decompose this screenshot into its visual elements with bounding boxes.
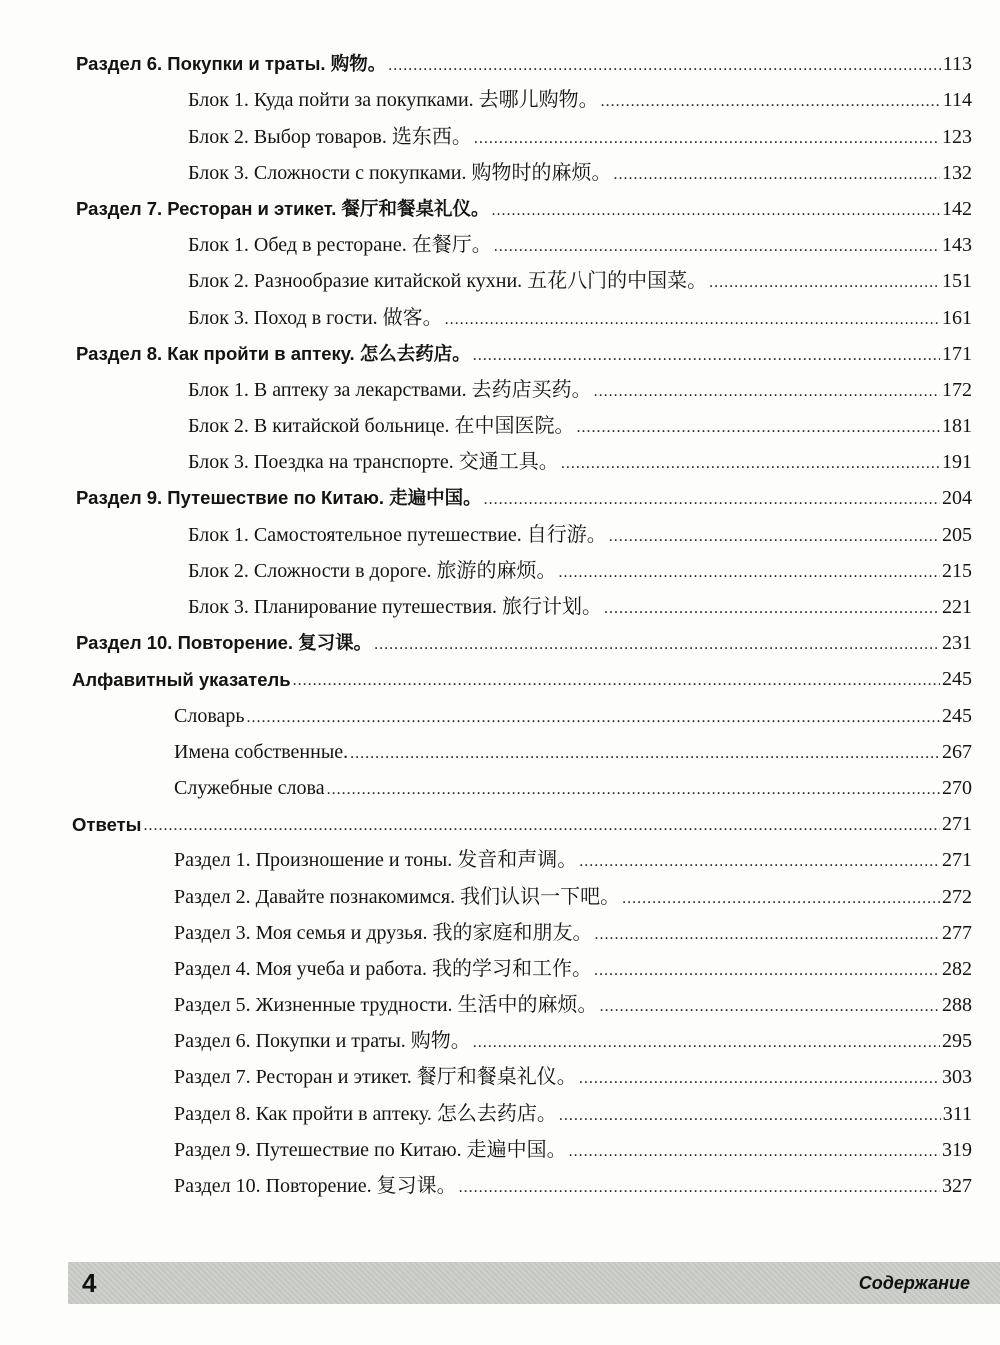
dot-leader [388,58,941,76]
dot-leader [569,1144,940,1162]
dot-leader [579,1071,940,1089]
toc-entry-page: 245 [942,668,972,691]
toc-entry-title: Словарь [174,704,245,727]
dot-leader [595,927,941,945]
toc-entry-page: 245 [942,704,972,727]
toc-entry-page: 271 [942,849,972,872]
dot-leader [491,203,940,221]
toc-entry-title: Алфавитный указатель [72,669,291,691]
toc-entry-title: Раздел 6. Покупки и траты. 购物。 [76,53,387,75]
dot-leader [609,529,940,547]
toc-entry-page: 191 [942,451,972,474]
dot-leader [594,963,940,981]
toc-entry[interactable] [0,189,1000,225]
toc-entry[interactable] [0,153,1000,189]
toc-entry-title: Служебные слова [174,776,325,799]
toc-entry[interactable] [0,261,1000,297]
toc-entry-title: Раздел 3. Моя семья и друзья. 我的家庭和朋友。 [174,921,593,944]
toc-entry-title: Блок 1. В аптеку за лекарствами. 去药店买药。 [188,378,592,401]
toc-entry[interactable] [0,695,1000,731]
toc-entry[interactable] [0,659,1000,695]
toc-entry[interactable] [0,1130,1000,1166]
toc-entry[interactable] [0,804,1000,840]
dot-leader [350,746,940,764]
toc-entry-title: Блок 3. Сложности с покупками. 购物时的麻烦。 [188,161,612,184]
dot-leader [473,1035,940,1053]
toc-entry[interactable] [0,949,1000,985]
toc-entry[interactable] [0,1021,1000,1057]
toc-entry[interactable] [0,442,1000,478]
toc-entry-title: Блок 1. Куда пойти за покупками. 去哪儿购物。 [188,89,599,112]
toc-entry[interactable] [0,80,1000,116]
toc-entry-title: Блок 3. Поездка на транспорте. 交通工具。 [188,451,559,474]
toc-entry-page: 143 [942,234,972,257]
dot-leader [579,854,940,872]
toc-entry-title: Блок 2. Выбор товаров. 选东西。 [188,125,472,148]
page-footer [68,1262,1000,1304]
toc-entry-page: 282 [942,957,972,980]
table-of-contents [0,44,1000,1202]
dot-leader [327,782,940,800]
toc-entry[interactable] [0,334,1000,370]
toc-entry[interactable] [0,225,1000,261]
toc-entry-title: Ответы [72,814,142,836]
toc-entry-title: Раздел 2. Давайте познакомимся. 我们认识一下吧。 [174,885,621,908]
toc-entry-title: Раздел 8. Как пройти в аптеку. 怎么去药店。 [174,1102,557,1125]
toc-entry-title: Раздел 9. Путешествие по Китаю. 走遍中国。 [174,1138,567,1161]
toc-entry-page: 161 [942,306,972,329]
toc-entry-page: 151 [942,270,972,293]
dot-leader [600,999,940,1017]
toc-entry[interactable] [0,913,1000,949]
toc-entry[interactable] [0,985,1000,1021]
toc-entry-title: Раздел 9. Путешествие по Китаю. 走遍中国。 [76,487,482,509]
toc-entry-title: Раздел 7. Ресторан и этикет. 餐厅和餐桌礼仪。 [174,1066,577,1089]
toc-entry-page: 142 [942,197,972,220]
toc-entry[interactable] [0,514,1000,550]
toc-entry-page: 215 [942,559,972,582]
toc-entry[interactable] [0,623,1000,659]
dot-leader [473,348,940,366]
toc-entry-page: 327 [942,1175,972,1197]
toc-entry-page: 205 [942,523,972,546]
toc-entry-page: 288 [942,994,972,1017]
dot-leader [494,239,940,257]
toc-entry-page: 319 [942,1138,972,1161]
toc-entry-title: Раздел 5. Жизненные трудности. 生活中的麻烦。 [174,994,598,1017]
toc-entry[interactable] [0,297,1000,333]
toc-entry[interactable] [0,732,1000,768]
toc-entry[interactable] [0,587,1000,623]
dot-leader [445,312,940,330]
toc-entry-page: 172 [942,378,972,401]
toc-entry-page: 221 [942,596,972,618]
toc-entry-title: Раздел 4. Моя учеба и работа. 我的学习和工作。 [174,957,593,980]
toc-entry[interactable] [0,370,1000,406]
toc-entry-title: Блок 1. Обед в ресторане. 在餐厅。 [188,234,492,257]
toc-entry[interactable] [0,551,1000,587]
toc-entry-title: Раздел 8. Как пройти в аптеку. 怎么去药店。 [76,342,471,364]
toc-entry-title: Раздел 10. Повторение. 复习课。 [174,1175,457,1197]
dot-leader [622,891,940,909]
dot-leader [561,456,940,474]
toc-entry[interactable] [0,406,1000,442]
toc-entry-page: 171 [942,342,972,365]
toc-entry-page: 123 [942,125,972,148]
toc-entry[interactable] [0,876,1000,912]
toc-entry-title: Раздел 6. Покупки и траты. 购物。 [174,1030,471,1053]
toc-entry[interactable] [0,1057,1000,1093]
toc-entry-title: Блок 2. В китайской больнице. 在中国医院。 [188,415,575,438]
toc-entry-title: Раздел 10. Повторение. 复习课。 [76,632,373,654]
toc-entry-page: 231 [942,632,972,655]
toc-entry-page: 113 [942,53,972,76]
toc-entry-page: 311 [942,1102,972,1125]
toc-entry-title: Блок 1. Самостоятельное путешествие. 自行游。 [188,523,607,546]
toc-entry[interactable] [0,478,1000,514]
toc-entry-page: 181 [942,415,972,438]
toc-entry-page: 272 [942,885,972,908]
dot-leader [559,1108,941,1126]
dot-leader [247,710,941,728]
toc-entry[interactable] [0,840,1000,876]
toc-entry-page: 114 [942,89,972,112]
dot-leader [601,94,941,112]
toc-entry[interactable] [0,1166,1000,1202]
toc-entry-title: Раздел 7. Ресторан и этикет. 餐厅和餐桌礼仪。 [76,197,490,219]
dot-leader [484,492,940,510]
toc-entry[interactable] [0,116,1000,152]
toc-entry-page: 270 [942,776,972,799]
toc-entry-title: Имена собственные. [174,740,349,763]
toc-entry[interactable] [0,1093,1000,1129]
dot-leader [613,167,940,185]
dot-leader [559,565,940,583]
toc-entry-page: 267 [942,740,972,763]
toc-entry-page: 271 [942,813,972,836]
dot-leader [459,1180,940,1198]
dot-leader [604,601,940,619]
toc-entry-title: Блок 3. Планирование путешествия. 旅行计划。 [188,596,603,618]
dot-leader [374,637,940,655]
page-number: 4 [82,1267,97,1298]
toc-entry-title: Раздел 1. Произношение и тоны. 发音和声调。 [174,849,578,872]
toc-entry[interactable] [0,44,1000,80]
toc-entry-title: Блок 2. Разнообразие китайской кухни. 五花八门的中国菜。 [188,270,708,293]
dot-leader [594,384,940,402]
running-title: Содержание [858,1272,970,1293]
dot-leader [474,131,940,149]
dot-leader [293,673,940,691]
dot-leader [709,275,940,293]
toc-entry-page: 295 [942,1030,972,1053]
toc-entry-page: 204 [942,487,972,510]
toc-entry-title: Блок 3. Поход в гости. 做客。 [188,306,443,329]
dot-leader [577,420,940,438]
toc-entry[interactable] [0,768,1000,804]
toc-entry-page: 132 [942,161,972,184]
toc-entry-title: Блок 2. Сложности в дороге. 旅游的麻烦。 [188,559,557,582]
toc-entry-page: 277 [942,921,972,944]
toc-entry-page: 303 [942,1066,972,1089]
dot-leader [143,818,940,836]
